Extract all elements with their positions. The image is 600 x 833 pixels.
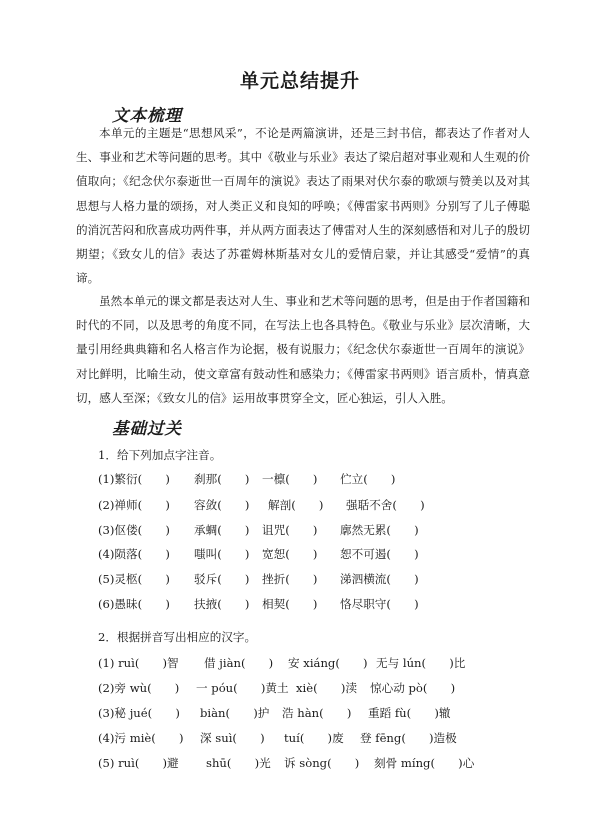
question-1-item: 挫折( ) [262,572,318,586]
question-1-item: 刹那( ) [194,472,250,486]
question-1-item: (4)陨落( ) [98,547,170,561]
question-1-row [98,497,538,515]
question-2-row [98,705,538,723]
question-2-item: tuí( )废 [284,731,344,745]
question-2-item: (1) ruì( )智 [98,656,179,670]
question-1-row [98,571,538,589]
question-1-item: 相契( ) [262,597,318,611]
section-heading-text-review: 文本梳理 [112,106,182,125]
question-2-item: shū( )光 [206,756,271,770]
question-1-prompt: 1．给下列加点字注音。 [98,448,222,462]
question-1-item: 一檩( ) [262,472,318,486]
question-2-prompt: 2．根据拼音写出相应的汉字。 [98,630,257,644]
document-title: 单元总结提升 [239,70,360,92]
question-1-item: 伫立( ) [340,472,396,486]
question-1-item: (1)繁衍( ) [98,472,170,486]
question-2-item: (3)秘 jué( ) [98,706,180,720]
question-1-row [98,596,538,614]
question-2-item: 借 jiàn( ) [204,656,274,670]
section-heading-basic-practice: 基础过关 [112,419,182,438]
question-2-row [98,655,538,673]
question-1-item: 诅咒( ) [262,523,318,537]
question-1-item: (2)禅师( ) [98,498,170,512]
question-1-item: 扶掖( ) [194,597,250,611]
question-2-item: 浩 hàn( ) [282,706,352,720]
question-1-item: 恕不可遏( ) [340,547,419,561]
question-1-item: 宽恕( ) [262,547,318,561]
question-2-item: 登 fēng( )造极 [360,731,457,745]
question-1-item: 解剖( ) [268,498,324,512]
question-2-item: 刻骨 míng( )心 [374,756,475,770]
question-1-item: (5)灵柩( ) [98,572,170,586]
question-2-item: 惊心动 pò( ) [370,681,456,695]
question-1-item: 涕泗横流( ) [340,572,419,586]
question-2-item: 无与 lún( )比 [376,656,466,670]
question-2-item: 诉 sòng( ) [284,756,360,770]
summary-paragraph-1: 本单元的主题是“思想风采”，不论是两篇演讲，还是三封书信，都表达了作者对人生、事业和艺术等问题的思考。其中《敬业与乐业》表达了梁启超对事业观和人生观的价值取向；《纪念伏尔泰逝世一百周年的演说》表达了雨果对伏尔泰的歌颂与赞美以及对其思想与人格力量的颂扬，对人类正义和良知的呼唤；《傅雷家书两则》分别写了儿子傅聪的消沉苦闷和欣喜成功两件事，并从两方面表达了傅雷对人生的深刻感悟和对儿子的殷切期望；《致女儿的信》表达了苏霍姆林斯基对女儿的爱情启蒙，并让其感受“爱情”的真谛。 [76,126,530,286]
summary-paragraph-2: 虽然本单元的课文都是表达对人生、事业和艺术等问题的思考，但是由于作者国籍和时代的不同，以及思考的角度不同，在写法上也各具特色。《敬业与乐业》层次清晰，大量引用经典典籍和名人格言作为论据，极有说服力；《纪念伏尔泰逝世一百周年的演说》对比鲜明，比喻生动，使文章富有鼓动性和感染力；《傅雷家书两则》语言质朴，情真意切，感人至深；《致女儿的信》运用故事贯穿全文，匠心独运，引人入胜。 [76,294,530,405]
question-1-row [98,471,538,489]
question-2-item: (5) ruì( )避 [98,756,179,770]
question-1-item: 强聒不舍( ) [346,498,425,512]
question-2-row [98,680,538,698]
question-1-row [98,546,538,564]
question-2-item: (2)旁 wù( ) [98,681,180,695]
question-1-row [98,522,538,540]
question-2-item: (4)污 miè( ) [98,731,184,745]
question-1-item: (6)愚昧( ) [98,597,170,611]
question-2-item: 一 póu( )黄土 [196,681,289,695]
question-1-item: 廓然无累( ) [340,523,419,537]
question-1-item: (3)伛偻( ) [98,523,170,537]
question-2-item: 安 xiáng( ) [288,656,368,670]
question-2-item: xiè( )渎 [296,681,357,695]
question-1-item: 容敛( ) [194,498,250,512]
question-2-row [98,755,538,773]
question-2-row [98,730,538,748]
question-2-item: 深 suì( ) [200,731,265,745]
question-2-item: 重蹈 fù( )辙 [368,706,451,720]
question-1-item: 嗤叫( ) [194,547,250,561]
question-1-item: 承蜩( ) [194,523,250,537]
question-1-item: 驳斥( ) [194,572,250,586]
question-1-item: 恪尽职守( ) [340,597,419,611]
question-2-item: biàn( )护 [200,706,270,720]
